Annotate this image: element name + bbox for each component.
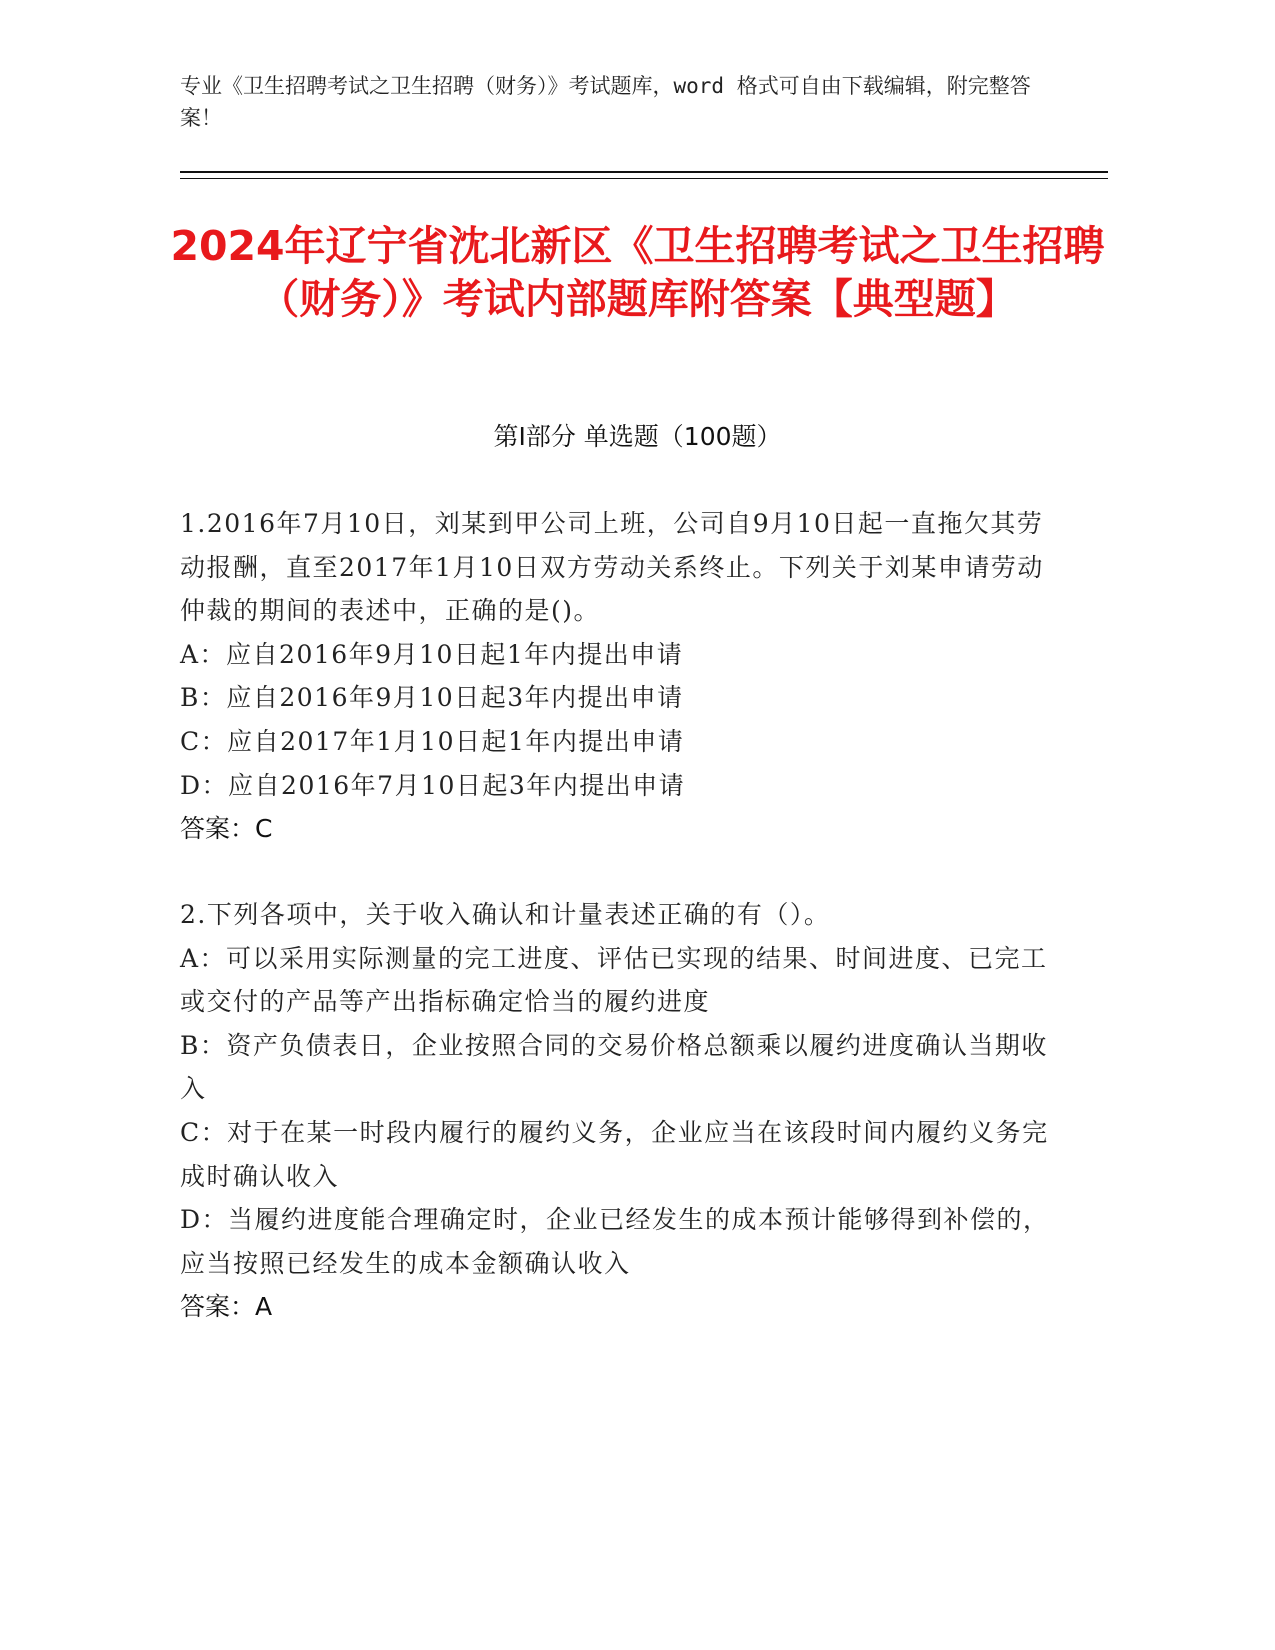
header-rule-thick	[180, 171, 1108, 173]
option-a: A：应自2016年9月10日起1年内提出申请	[180, 639, 684, 669]
question-stem: 1.2016年7月10日，刘某到甲公司上班，公司自9月10日起一直拖欠其劳动报酬，直至2017年1月10日双方劳动关系终止。下列关于刘某申请劳动仲裁的期间的表述中，正确的是()。	[180, 509, 1044, 626]
question-stem: 2.下列各项中，关于收入确认和计量表述正确的有（）。	[180, 900, 831, 929]
answer-line: 答案：A	[180, 1292, 273, 1322]
option-c: C：对于在某一时段内履行的履约义务，企业应当在该段时间内履约义务完成时确认收入	[180, 1117, 1049, 1191]
option-d: D：应自2016年7月10日起3年内提出申请	[180, 770, 686, 800]
header-rule-thin	[180, 178, 1108, 179]
option-a: A：可以采用实际测量的完工进度、评估已实现的结果、时间进度、已完工或交付的产品等产出指标确定恰当的履约进度	[180, 943, 1048, 1017]
option-b: B：资产负债表日，企业按照合同的交易价格总额乘以履约进度确认当期收入	[180, 1030, 1048, 1104]
question-1	[180, 502, 1050, 851]
option-d: D：当履约进度能合理确定时，企业已经发生的成本预计能够得到补偿的，应当按照已经发生的成本金额确认收入	[180, 1205, 1050, 1278]
question-2	[180, 893, 1050, 1329]
document-title: 2024年辽宁省沈北新区《卫生招聘考试之卫生招聘（财务）》考试内部题库附答案【典型题】	[170, 222, 1105, 323]
option-b: B：应自2016年9月10日起3年内提出申请	[180, 683, 684, 713]
answer-line: 答案：C	[180, 814, 273, 844]
section-heading: 第Ⅰ部分 单选题（100题）	[493, 422, 782, 451]
header-note: 专业《卫生招聘考试之卫生招聘（财务）》考试题库，word 格式可自由下载编辑，附完整答案！	[180, 74, 1031, 130]
option-c: C：应自2017年1月10日起1年内提出申请	[180, 726, 685, 756]
